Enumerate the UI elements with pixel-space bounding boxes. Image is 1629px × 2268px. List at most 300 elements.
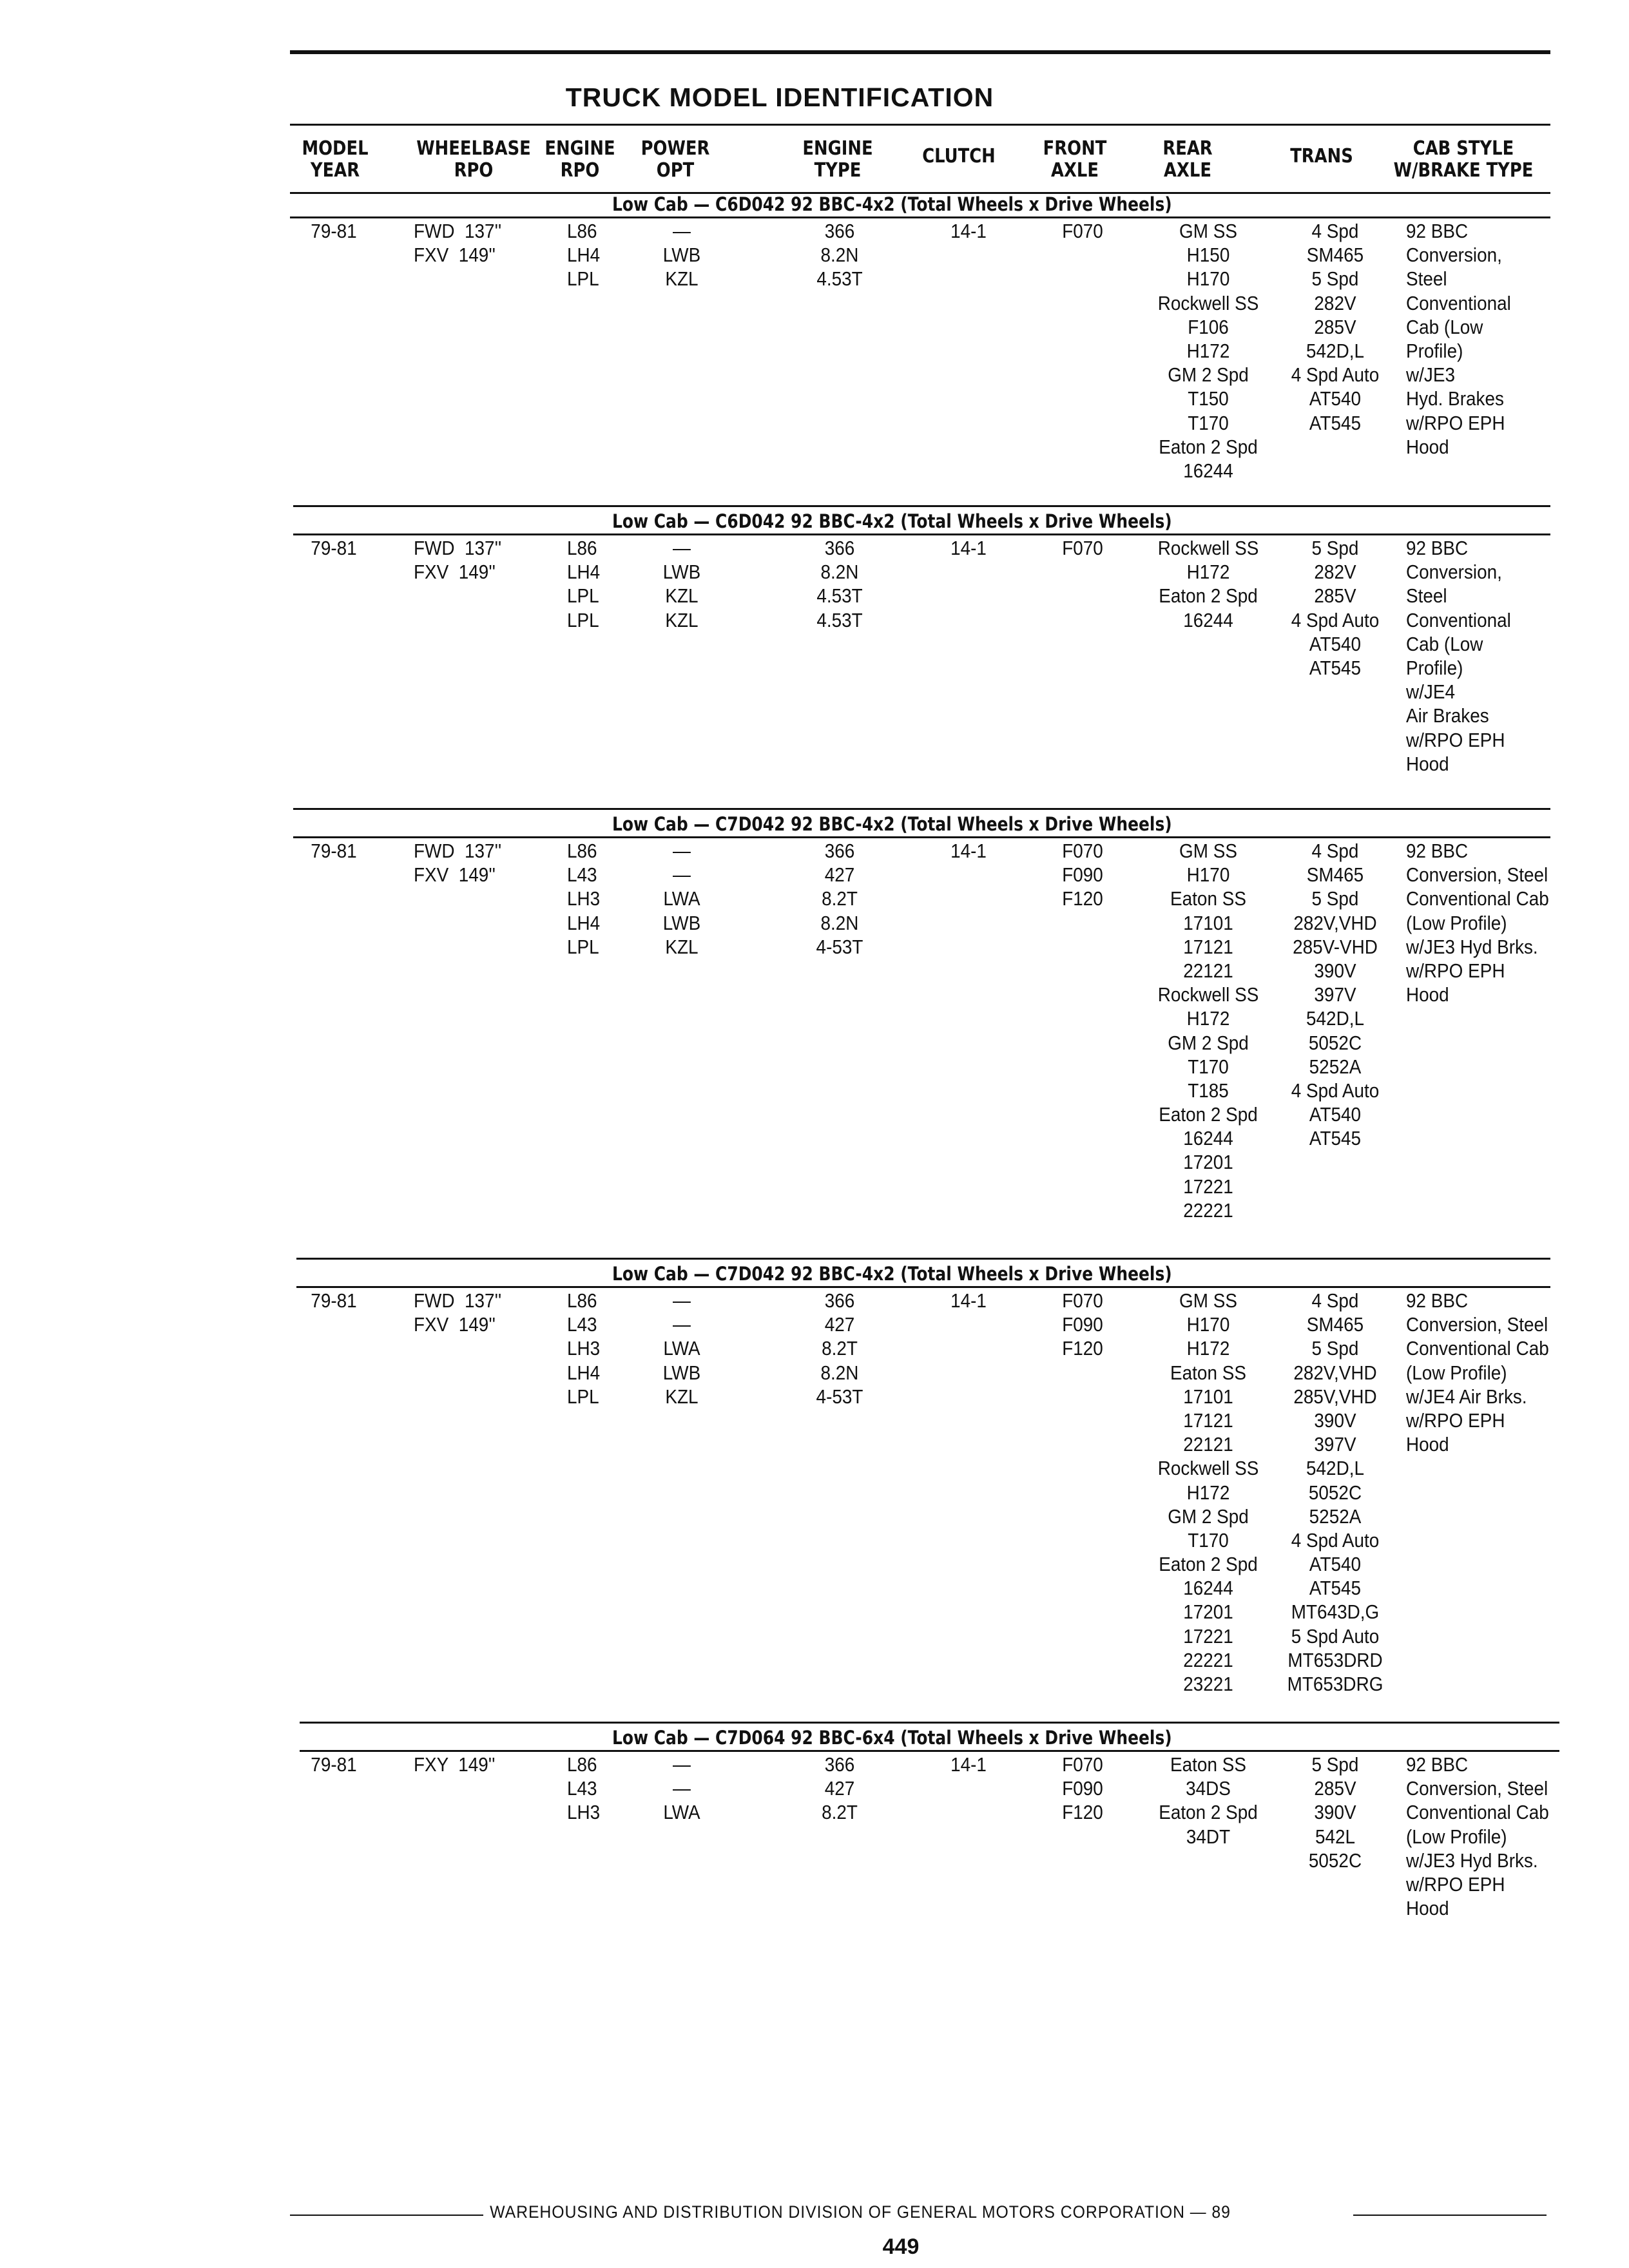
- cell-line: F070: [1062, 537, 1103, 559]
- cell-line: F106: [1188, 315, 1229, 338]
- section-title: Low Cab — C7D042 92 BBC-4x2 (Total Wheels x Drive Wheels): [612, 1263, 1172, 1285]
- cell-line: MT643D,G: [1291, 1600, 1380, 1624]
- cell-line: 282V: [1314, 291, 1356, 314]
- cell-line: Steel: [1406, 584, 1447, 608]
- cell-line: L86: [567, 537, 597, 559]
- section-title: Low Cab — C6D042 92 BBC-4x2 (Total Wheels x Drive Wheels): [612, 193, 1172, 215]
- cell-line: 34DS: [1186, 1777, 1231, 1800]
- cell-line: Conversion, Steel: [1406, 1313, 1548, 1336]
- cell-line: LPL: [567, 584, 599, 608]
- column-header-line: WHEELBASE: [416, 137, 531, 160]
- cell-line: 366: [824, 1289, 855, 1312]
- cell-line: 17121: [1183, 1408, 1233, 1432]
- cell-line: LWB: [662, 561, 701, 584]
- cell-line: Steel: [1406, 267, 1447, 291]
- cell-front-axle: [1048, 1289, 1117, 1361]
- section-rule: [296, 1286, 1550, 1288]
- cell-line: H150: [1186, 244, 1230, 267]
- cell-line: 14-1: [950, 1289, 987, 1312]
- cell-line: 8.2N: [820, 1361, 859, 1384]
- cell-line: LH3: [567, 1337, 601, 1360]
- cell-power-opt: [653, 219, 711, 291]
- cell-line: 92 BBC: [1406, 1289, 1469, 1312]
- cell-line: 282V,VHD: [1293, 911, 1377, 934]
- cell-line: Rockwell SS: [1157, 291, 1259, 314]
- section-title: Low Cab — C7D042 92 BBC-4x2 (Total Wheels x Drive Wheels): [612, 813, 1172, 835]
- cell-line: Rockwell SS: [1157, 537, 1259, 559]
- cell-line: LWA: [663, 887, 700, 910]
- cell-line: FXV 149'': [414, 1313, 496, 1336]
- section-rule: [293, 836, 1550, 838]
- cell-line: 34DT: [1186, 1825, 1231, 1848]
- cell-line: L43: [567, 863, 597, 887]
- cell-rear-axle: [1142, 536, 1275, 632]
- cell-line: Rockwell SS: [1157, 983, 1259, 1006]
- footer-text: WAREHOUSING AND DISTRIBUTION DIVISION OF GENERAL MOTORS CORPORATION — 89: [490, 2202, 1231, 2222]
- section-top-rule: [296, 1258, 1550, 1260]
- column-header-line: TYPE: [814, 159, 862, 182]
- cell-trans: [1275, 1289, 1396, 1696]
- cell-model-year: [299, 1753, 369, 1776]
- cell-line: 16244: [1183, 1577, 1233, 1600]
- cell-line: Conventional: [1406, 291, 1511, 314]
- cell-line: 16244: [1183, 1127, 1233, 1150]
- cell-line: Hyd. Brakes: [1406, 387, 1504, 410]
- section-title: Low Cab — C7D064 92 BBC-6x4 (Total Wheels x Drive Wheels): [612, 1727, 1172, 1749]
- cell-line: H170: [1186, 863, 1230, 887]
- cell-line: Eaton 2 Spd: [1159, 435, 1258, 458]
- cell-line: —: [673, 1777, 691, 1800]
- cell-line: GM 2 Spd: [1168, 1504, 1249, 1528]
- title-rule: [290, 124, 1550, 126]
- cell-line: 5 Spd: [1311, 537, 1359, 559]
- cell-line: AT545: [1309, 1577, 1362, 1600]
- cell-line: FWD 137'': [414, 840, 502, 862]
- column-header-line: CAB STYLE: [1412, 137, 1514, 160]
- cell-line: 397V: [1314, 983, 1356, 1006]
- cell-line: —: [673, 1313, 691, 1336]
- cell-line: H172: [1186, 1481, 1230, 1504]
- cell-line: (Low Profile): [1406, 1825, 1507, 1848]
- cell-line: 17101: [1183, 911, 1233, 934]
- column-header-line: CLUTCH: [922, 145, 996, 168]
- cell-line: 285V: [1314, 1777, 1356, 1800]
- cell-line: 17201: [1183, 1600, 1233, 1624]
- cell-line: FWD 137'': [414, 1289, 502, 1312]
- cell-line: 390V: [1314, 959, 1356, 982]
- cell-line: 427: [824, 1777, 855, 1800]
- cell-line: Air Brakes: [1406, 704, 1489, 727]
- cell-cab-style: [1406, 839, 1549, 1006]
- cell-line: 5052C: [1308, 1031, 1362, 1054]
- cell-line: LWB: [662, 244, 701, 267]
- cell-line: 4 Spd: [1311, 840, 1359, 862]
- section-top-rule: [293, 808, 1550, 810]
- cell-line: 5052C: [1308, 1481, 1362, 1504]
- column-header-engine-type: [782, 138, 893, 182]
- cell-line: 542L: [1315, 1825, 1356, 1848]
- cell-line: Eaton 2 Spd: [1159, 584, 1258, 608]
- column-header-line: RPO: [454, 159, 494, 182]
- column-header-line: POWER: [641, 137, 710, 160]
- cell-line: 8.2N: [820, 911, 859, 934]
- section-title: Low Cab — C6D042 92 BBC-4x2 (Total Wheels x Drive Wheels): [612, 510, 1172, 532]
- cell-line: 8.2N: [820, 244, 859, 267]
- cell-clutch: [934, 1289, 1003, 1312]
- cell-line: FWD 137'': [414, 220, 502, 242]
- cell-line: Cab (Low: [1406, 315, 1483, 338]
- cell-line: GM 2 Spd: [1168, 363, 1249, 387]
- cell-wheelbase: [414, 219, 501, 267]
- cell-line: KZL: [665, 584, 699, 608]
- cell-line: 79-81: [311, 840, 357, 862]
- cell-front-axle: [1048, 536, 1117, 560]
- cell-trans: [1275, 1753, 1396, 1872]
- cell-line: FXV 149'': [414, 244, 496, 267]
- cell-line: 4-53T: [816, 935, 863, 958]
- cell-line: 5 Spd: [1311, 1337, 1359, 1360]
- cell-line: L86: [567, 840, 597, 862]
- cell-line: —: [673, 1753, 691, 1776]
- cell-line: H170: [1186, 267, 1230, 291]
- cell-line: T170: [1188, 1528, 1229, 1552]
- cell-line: 92 BBC: [1406, 840, 1469, 862]
- cell-line: 285V,VHD: [1293, 1385, 1377, 1408]
- cell-line: 16244: [1183, 608, 1233, 631]
- cell-power-opt: [653, 1289, 711, 1408]
- cell-line: Profile): [1406, 656, 1463, 679]
- cell-line: 23221: [1183, 1673, 1233, 1695]
- cell-wheelbase: [414, 536, 501, 584]
- cell-line: KZL: [665, 1385, 699, 1408]
- cell-line: 17101: [1183, 1385, 1233, 1408]
- cell-line: L43: [567, 1313, 597, 1336]
- cell-line: 14-1: [950, 537, 987, 559]
- cell-engine-rpo: [567, 1753, 600, 1825]
- column-header-trans: [1283, 146, 1360, 168]
- column-header-front-axle: [1030, 138, 1119, 182]
- cell-line: 16244: [1183, 459, 1233, 482]
- cell-line: w/RPO EPH: [1406, 959, 1505, 982]
- cell-wheelbase: [414, 839, 501, 887]
- cell-line: Eaton SS: [1170, 887, 1246, 910]
- cell-line: 8.2N: [820, 561, 859, 584]
- cell-line: AT540: [1309, 1103, 1362, 1126]
- cell-line: F070: [1062, 220, 1103, 242]
- cell-line: 5252A: [1309, 1504, 1362, 1528]
- cell-line: 22221: [1183, 1648, 1233, 1671]
- cell-line: 14-1: [950, 1753, 987, 1776]
- cell-line: 427: [824, 1313, 855, 1336]
- cell-line: MT653DRD: [1287, 1648, 1383, 1671]
- cell-line: LWB: [662, 1361, 701, 1384]
- cell-line: Conversion,: [1406, 561, 1502, 584]
- cell-line: LH3: [567, 1801, 601, 1824]
- cell-clutch: [934, 536, 1003, 560]
- cell-power-opt: [653, 839, 711, 959]
- column-header-line: W/BRAKE TYPE: [1393, 159, 1534, 182]
- cell-line: 390V: [1314, 1408, 1356, 1432]
- cell-engine-rpo: [567, 839, 600, 959]
- cell-line: —: [673, 537, 691, 559]
- column-header-cab-style: [1380, 138, 1547, 182]
- cell-line: 79-81: [311, 220, 357, 242]
- cell-wheelbase: [414, 1289, 501, 1336]
- cell-model-year: [299, 1289, 369, 1312]
- cell-line: AT545: [1309, 1127, 1362, 1150]
- cell-line: LWB: [662, 911, 701, 934]
- cell-line: 4 Spd: [1311, 220, 1359, 242]
- cell-line: LPL: [567, 267, 599, 291]
- cell-cab-style: [1406, 219, 1511, 459]
- cell-line: 5 Spd: [1311, 267, 1359, 291]
- cell-line: L86: [567, 220, 597, 242]
- cell-line: Conversion, Steel: [1406, 863, 1548, 887]
- cell-line: 282V: [1314, 561, 1356, 584]
- cell-line: Cab (Low: [1406, 632, 1483, 655]
- page-number: 449: [882, 2234, 920, 2259]
- column-header-wheelbase-rpo: [410, 138, 537, 182]
- cell-line: SM465: [1306, 244, 1364, 267]
- cell-line: GM SS: [1179, 220, 1237, 242]
- cell-line: FXV 149'': [414, 561, 496, 584]
- column-header-line: ENGINE: [802, 137, 873, 160]
- cell-line: T150: [1188, 387, 1229, 410]
- cell-line: 5052C: [1308, 1849, 1362, 1872]
- column-header-rear-axle: [1143, 138, 1232, 182]
- cell-line: w/JE3 Hyd Brks.: [1406, 1849, 1538, 1872]
- cell-line: 285V: [1314, 584, 1356, 608]
- cell-line: 17221: [1183, 1624, 1233, 1648]
- cell-line: Hood: [1406, 435, 1449, 458]
- cell-line: 4 Spd Auto: [1291, 1079, 1380, 1102]
- cell-line: L86: [567, 1753, 597, 1776]
- cell-line: 92 BBC: [1406, 220, 1469, 242]
- cell-line: w/JE4: [1406, 680, 1455, 704]
- cell-line: Conventional: [1406, 608, 1511, 631]
- section-rule: [300, 1750, 1559, 1752]
- cell-line: LH4: [567, 1361, 601, 1384]
- cell-line: LPL: [567, 608, 599, 631]
- cell-trans: [1275, 219, 1396, 435]
- cell-line: 542D,L: [1306, 1457, 1364, 1480]
- cell-line: F120: [1062, 887, 1103, 910]
- cell-rear-axle: [1142, 839, 1275, 1222]
- cell-line: T170: [1188, 1055, 1229, 1078]
- cell-line: Hood: [1406, 1433, 1449, 1456]
- cell-engine-rpo: [567, 219, 600, 291]
- cell-line: 79-81: [311, 1289, 357, 1312]
- cell-line: KZL: [665, 267, 699, 291]
- cell-line: F120: [1062, 1801, 1103, 1824]
- cell-line: LPL: [567, 935, 599, 958]
- cell-line: Eaton SS: [1170, 1753, 1246, 1776]
- cell-line: 4.53T: [816, 584, 863, 608]
- cell-line: 366: [824, 840, 855, 862]
- cell-line: 427: [824, 863, 855, 887]
- cell-line: 4.53T: [816, 267, 863, 291]
- cell-line: w/RPO EPH: [1406, 1408, 1505, 1432]
- cell-line: 92 BBC: [1406, 1753, 1469, 1776]
- cell-line: H172: [1186, 561, 1230, 584]
- cell-line: LPL: [567, 1385, 599, 1408]
- section-rule: [290, 216, 1550, 218]
- cell-line: LH4: [567, 561, 601, 584]
- cell-line: FXY 149'': [414, 1753, 496, 1776]
- cell-line: AT545: [1309, 656, 1362, 679]
- cell-engine-type: [793, 1753, 886, 1825]
- page-title: TRUCK MODEL IDENTIFICATION: [565, 82, 994, 112]
- cell-line: GM SS: [1179, 1289, 1237, 1312]
- cell-cab-style: [1406, 536, 1511, 776]
- cell-line: Hood: [1406, 1897, 1449, 1920]
- cell-engine-type: [793, 839, 886, 959]
- cell-line: F070: [1062, 1289, 1103, 1312]
- cell-line: 92 BBC: [1406, 537, 1469, 559]
- column-header-clutch: [914, 146, 1003, 168]
- cell-line: 79-81: [311, 537, 357, 559]
- cell-line: Eaton 2 Spd: [1159, 1103, 1258, 1126]
- cell-line: 397V: [1314, 1433, 1356, 1456]
- cell-line: FWD 137'': [414, 537, 502, 559]
- cell-line: Profile): [1406, 339, 1463, 362]
- cell-line: Rockwell SS: [1157, 1457, 1259, 1480]
- cell-engine-rpo: [567, 1289, 600, 1408]
- cell-clutch: [934, 1753, 1003, 1776]
- cell-line: 4 Spd: [1311, 1289, 1359, 1312]
- column-header-power-opt: [637, 138, 714, 182]
- cell-model-year: [299, 536, 369, 560]
- cell-line: LWA: [663, 1801, 700, 1824]
- section-rule: [293, 533, 1550, 535]
- cell-line: 282V,VHD: [1293, 1361, 1377, 1384]
- cell-line: 79-81: [311, 1753, 357, 1776]
- column-header-line: AXLE: [1051, 159, 1099, 182]
- cell-line: 17201: [1183, 1151, 1233, 1174]
- cell-line: 4 Spd Auto: [1291, 608, 1380, 631]
- cell-power-opt: [653, 536, 711, 632]
- cell-line: 4 Spd Auto: [1291, 363, 1380, 387]
- cell-line: 5252A: [1309, 1055, 1362, 1078]
- cell-line: w/JE4 Air Brks.: [1406, 1385, 1527, 1408]
- cell-line: AT540: [1309, 1553, 1362, 1576]
- cell-line: 5 Spd: [1311, 1753, 1359, 1776]
- column-header-line: AXLE: [1164, 159, 1211, 182]
- cell-clutch: [934, 839, 1003, 863]
- cell-engine-type: [793, 219, 886, 291]
- cell-rear-axle: [1142, 1753, 1275, 1849]
- cell-line: 285V: [1314, 315, 1356, 338]
- column-header-line: OPT: [656, 159, 695, 182]
- cell-clutch: [934, 219, 1003, 243]
- cell-line: 366: [824, 1753, 855, 1776]
- cell-front-axle: [1048, 219, 1117, 243]
- cell-line: Eaton 2 Spd: [1159, 1553, 1258, 1576]
- column-header-line: ENGINE: [545, 137, 615, 160]
- section-top-rule: [293, 505, 1550, 507]
- cell-line: AT545: [1309, 411, 1362, 434]
- cell-line: FXV 149'': [414, 863, 496, 887]
- cell-line: H172: [1186, 1337, 1230, 1360]
- cell-line: Eaton 2 Spd: [1159, 1801, 1258, 1824]
- column-header-line: YEAR: [310, 159, 360, 182]
- cell-line: GM SS: [1179, 840, 1237, 862]
- column-header-line: TRANS: [1290, 145, 1353, 168]
- cell-power-opt: [653, 1753, 711, 1825]
- cell-line: 8.2T: [822, 1337, 858, 1360]
- cell-line: F090: [1062, 1313, 1103, 1336]
- top-rule: [290, 50, 1550, 54]
- cell-line: 4.53T: [816, 608, 863, 631]
- cell-line: MT653DRG: [1287, 1673, 1383, 1695]
- cell-line: 366: [824, 537, 855, 559]
- cell-line: 366: [824, 220, 855, 242]
- cell-wheelbase: [414, 1753, 495, 1776]
- cell-line: —: [673, 840, 691, 862]
- cell-line: F120: [1062, 1337, 1103, 1360]
- cell-line: 17221: [1183, 1175, 1233, 1198]
- cell-model-year: [299, 219, 369, 243]
- cell-line: 542D,L: [1306, 339, 1364, 362]
- column-header-line: MODEL: [302, 137, 369, 160]
- cell-line: F070: [1062, 1753, 1103, 1776]
- cell-line: w/RPO EPH: [1406, 728, 1505, 751]
- cell-line: w/RPO EPH: [1406, 411, 1505, 434]
- cell-line: 22121: [1183, 959, 1233, 982]
- cell-line: T185: [1188, 1079, 1229, 1102]
- cell-line: AT540: [1309, 387, 1362, 410]
- cell-line: KZL: [665, 608, 699, 631]
- cell-line: LWA: [663, 1337, 700, 1360]
- cell-line: AT540: [1309, 632, 1362, 655]
- column-header-line: RPO: [560, 159, 600, 182]
- cell-line: w/JE3: [1406, 363, 1455, 387]
- cell-cab-style: [1406, 1289, 1549, 1456]
- cell-line: LH4: [567, 911, 601, 934]
- cell-line: H172: [1186, 1007, 1230, 1030]
- column-header-line: FRONT: [1043, 137, 1107, 160]
- cell-line: Conversion, Steel: [1406, 1777, 1548, 1800]
- footer-rule-right: [1353, 2215, 1547, 2216]
- cell-line: GM 2 Spd: [1168, 1031, 1249, 1054]
- cell-line: H170: [1186, 1313, 1230, 1336]
- cell-line: (Low Profile): [1406, 1361, 1507, 1384]
- cell-line: 390V: [1314, 1801, 1356, 1824]
- column-header-line: REAR: [1162, 137, 1213, 160]
- column-header-engine-rpo: [535, 138, 624, 182]
- cell-engine-rpo: [567, 536, 600, 632]
- cell-line: Eaton SS: [1170, 1361, 1246, 1384]
- cell-line: 5 Spd: [1311, 887, 1359, 910]
- cell-line: 8.2T: [822, 1801, 858, 1824]
- cell-line: 14-1: [950, 840, 987, 862]
- section-top-rule: [300, 1722, 1559, 1724]
- cell-line: 542D,L: [1306, 1007, 1364, 1030]
- cell-line: L86: [567, 1289, 597, 1312]
- cell-line: Hood: [1406, 983, 1449, 1006]
- cell-line: KZL: [665, 935, 699, 958]
- cell-line: 5 Spd Auto: [1291, 1624, 1380, 1648]
- cell-line: Conventional Cab: [1406, 1337, 1549, 1360]
- cell-line: 22121: [1183, 1433, 1233, 1456]
- cell-line: LH4: [567, 244, 601, 267]
- cell-line: SM465: [1306, 1313, 1364, 1336]
- cell-line: w/RPO EPH: [1406, 1872, 1505, 1896]
- cell-line: H172: [1186, 339, 1230, 362]
- cell-line: L43: [567, 1777, 597, 1800]
- cell-line: 285V-VHD: [1293, 935, 1378, 958]
- cell-line: F070: [1062, 840, 1103, 862]
